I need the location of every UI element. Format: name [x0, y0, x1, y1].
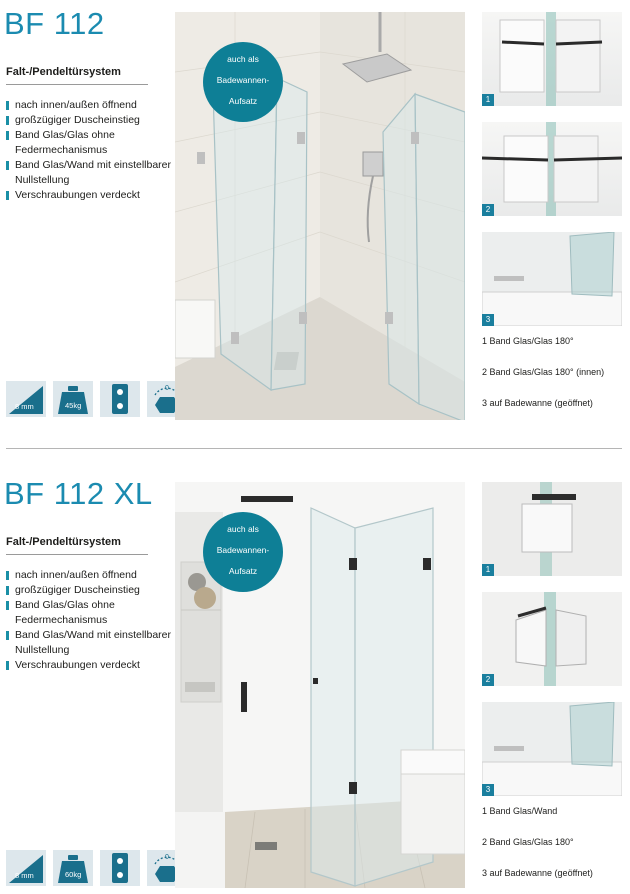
weight-icon	[53, 850, 93, 886]
thumbnail-number: 2	[482, 204, 494, 216]
detail-thumbnail-1	[482, 482, 622, 576]
detail-thumbnail-3	[482, 702, 622, 796]
weight-shape-icon	[53, 381, 93, 417]
product-subtitle: Falt-/Pendeltürsystem	[6, 536, 148, 555]
weight-icon	[53, 381, 93, 417]
feature-item: Band Glas/Wand mit einstellbarer Nullstellung	[6, 628, 172, 658]
glass-thickness-icon	[6, 850, 46, 886]
badge-line: Aufsatz	[228, 96, 258, 106]
zero-label: 0	[165, 385, 169, 392]
badge-line: Badewannen-	[216, 545, 270, 555]
caption: 2 Band Glas/Glas 180° (innen)	[482, 367, 605, 377]
bathtub-option-badge	[203, 42, 283, 122]
feature-item: Band Glas/Glas ohne Federmechanismus	[6, 598, 172, 628]
product-photo	[175, 12, 465, 420]
spec-icons	[6, 381, 187, 417]
product-photo	[175, 482, 465, 888]
thickness-label: 8 mm	[15, 871, 34, 880]
caption: 2 Band Glas/Glas 180°	[482, 837, 574, 847]
weight-shape-icon	[53, 850, 93, 886]
weight-label: 60kg	[65, 870, 82, 879]
glass-hinge-illustration	[482, 592, 622, 686]
hinge-icon	[100, 850, 140, 886]
caption: 1 Band Glas/Wand	[482, 806, 558, 816]
caption: 1 Band Glas/Glas 180°	[482, 336, 574, 346]
product-section-bf112	[0, 0, 630, 420]
glass-hinge-illustration	[482, 12, 622, 106]
badge-line: Aufsatz	[228, 566, 258, 576]
feature-item: Band Glas/Glas ohne Federmechanismus	[6, 128, 172, 158]
thumbnail-number: 3	[482, 784, 494, 796]
product-title: BF 112	[4, 6, 105, 41]
weight-label: 45kg	[65, 401, 82, 410]
detail-thumbnail-2	[482, 592, 622, 686]
product-title: BF 112 XL	[4, 476, 153, 511]
feature-item: Band Glas/Wand mit einstellbarer Nullstellung	[6, 158, 172, 188]
zero-label: 0	[165, 854, 169, 861]
wedge-icon	[6, 850, 46, 886]
thumbnail-number: 1	[482, 564, 494, 576]
hinge-shape-icon	[100, 850, 140, 886]
product-section-bf112xl	[0, 470, 630, 890]
wall-hinge-illustration	[482, 482, 622, 576]
thickness-label: 8 mm	[15, 402, 34, 411]
caption: 3 auf Badewanne (geöffnet)	[482, 868, 593, 878]
caption: 3 auf Badewanne (geöffnet)	[482, 398, 593, 408]
badge-line: Badewannen-	[216, 75, 270, 85]
glass-hinge-illustration	[482, 122, 622, 216]
feature-item: großzügiger Duscheinstieg	[6, 583, 172, 598]
thumbnail-number: 3	[482, 314, 494, 326]
feature-item: Verschraubungen verdeckt	[6, 658, 172, 673]
bathtub-option-badge	[203, 512, 283, 592]
glass-thickness-icon	[6, 381, 46, 417]
feature-item: großzügiger Duscheinstieg	[6, 113, 172, 128]
feature-item: nach innen/außen öffnend	[6, 568, 172, 583]
detail-thumbnail-1	[482, 12, 622, 106]
section-divider	[6, 448, 622, 449]
hinge-icon	[100, 381, 140, 417]
feature-list	[6, 98, 172, 203]
feature-item: Verschraubungen verdeckt	[6, 188, 172, 203]
detail-thumbnail-2	[482, 122, 622, 216]
feature-item: nach innen/außen öffnend	[6, 98, 172, 113]
bathtub-illustration	[482, 232, 622, 326]
badge-line: auch als	[227, 54, 259, 64]
thumbnail-number: 2	[482, 674, 494, 686]
feature-list	[6, 568, 172, 673]
bathtub-illustration	[482, 702, 622, 796]
detail-thumbnail-3	[482, 232, 622, 326]
hinge-shape-icon	[100, 381, 140, 417]
spec-icons	[6, 850, 187, 886]
badge-line: auch als	[227, 524, 259, 534]
thumbnail-number: 1	[482, 94, 494, 106]
product-subtitle: Falt-/Pendeltürsystem	[6, 66, 148, 85]
wedge-icon	[6, 381, 46, 417]
